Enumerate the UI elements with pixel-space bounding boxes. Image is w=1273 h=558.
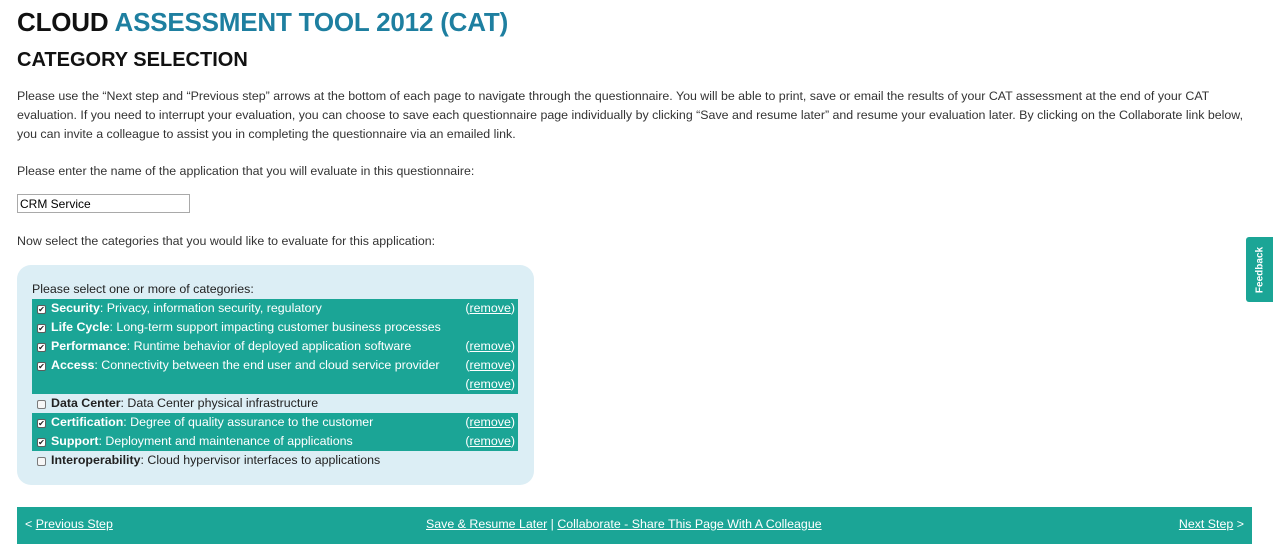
navigation-bar	[17, 507, 1252, 544]
category-row-interoperability[interactable]	[32, 451, 518, 470]
category-checkbox-performance[interactable]: ✔	[38, 343, 45, 352]
category-checkbox-certification[interactable]: ✔	[38, 419, 45, 428]
category-row-life-cycle[interactable]	[32, 318, 518, 337]
category-text-performance: Performance: Runtime behavior of deployed application software	[51, 339, 412, 353]
category-row-data-center[interactable]	[32, 394, 518, 413]
previous-step	[25, 517, 113, 531]
category-row-security[interactable]	[32, 299, 518, 318]
remove-link-performance[interactable]: (remove)	[465, 339, 515, 353]
next-step	[1179, 517, 1244, 531]
category-text-life-cycle: Life Cycle: Long-term support impacting customer business processes	[51, 320, 441, 334]
feedback-tab[interactable]	[1246, 237, 1273, 302]
category-prompt: Now select the categories that you would like to evaluate for this application:	[17, 234, 436, 248]
category-row-performance[interactable]	[32, 337, 518, 356]
app-title-part1: CLOUD	[17, 7, 109, 37]
category-checkbox-data-center[interactable]	[37, 400, 46, 409]
remove-link-access-1[interactable]: (remove)	[465, 358, 515, 372]
category-text-support: Support: Deployment and maintenance of applications	[51, 434, 353, 448]
nav-center-links	[426, 517, 822, 531]
category-panel-label: Please select one or more of categories:	[32, 282, 254, 296]
category-checkbox-life-cycle[interactable]: ✔	[38, 324, 45, 333]
app-title	[17, 7, 508, 38]
category-text-access: Access: Connectivity between the end user and cloud service provider	[51, 358, 440, 372]
intro-text: Please use the “Next step and “Previous step” arrows at the bottom of each page to navigate through the questionnaire. You will be able to print, save or email the results of your CAT assessment at the end of your CAT evaluation. If you need to interrupt your evaluation, you can choose to save each questionnaire page individually by clicking “Save and resume later” and resume your evaluation later. By clicking on the Collaborate link below, you can invite a colleague to assist you in completing the questionnaire via an emailed link.	[17, 89, 1244, 141]
category-text-certification: Certification: Degree of quality assurance to the customer	[51, 415, 374, 429]
remove-link-support[interactable]: (remove)	[465, 434, 515, 448]
application-name-prompt: Please enter the name of the application that you will evaluate in this questionnaire:	[17, 164, 475, 178]
remove-link-access-2[interactable]: (remove)	[465, 377, 515, 391]
app-title-part2: ASSESSMENT TOOL 2012 (CAT)	[114, 7, 509, 37]
category-checkbox-access[interactable]: ✔	[38, 362, 45, 371]
category-checkbox-support[interactable]: ✔	[38, 438, 45, 447]
category-text-data-center: Data Center: Data Center physical infrastructure	[51, 396, 319, 410]
category-row-access[interactable]	[32, 356, 518, 394]
collaborate-link[interactable]: Collaborate - Share This Page With A Colleague	[557, 517, 822, 531]
save-resume-later-link[interactable]: Save & Resume Later	[426, 517, 548, 531]
category-text-security: Security: Privacy, information security, regulatory	[51, 301, 322, 315]
nav-separator: |	[550, 517, 554, 531]
feedback-label: Feedback	[1254, 246, 1265, 293]
category-panel	[17, 265, 534, 485]
previous-step-link[interactable]: Previous Step	[35, 517, 113, 531]
category-text-interoperability: Interoperability: Cloud hypervisor interfaces to applications	[51, 453, 381, 467]
category-row-support[interactable]	[32, 432, 518, 451]
remove-link-certification[interactable]: (remove)	[465, 415, 515, 429]
category-checkbox-security[interactable]: ✔	[38, 305, 45, 314]
next-arrow-icon: >	[1236, 517, 1244, 531]
remove-link-security[interactable]: (remove)	[465, 301, 515, 315]
category-row-certification[interactable]	[32, 413, 518, 432]
application-name-input[interactable]	[17, 194, 190, 213]
category-checkbox-interoperability[interactable]	[37, 457, 46, 466]
previous-arrow-icon: <	[25, 517, 33, 531]
next-step-link[interactable]: Next Step	[1178, 517, 1234, 531]
page-title: CATEGORY SELECTION	[17, 49, 248, 71]
